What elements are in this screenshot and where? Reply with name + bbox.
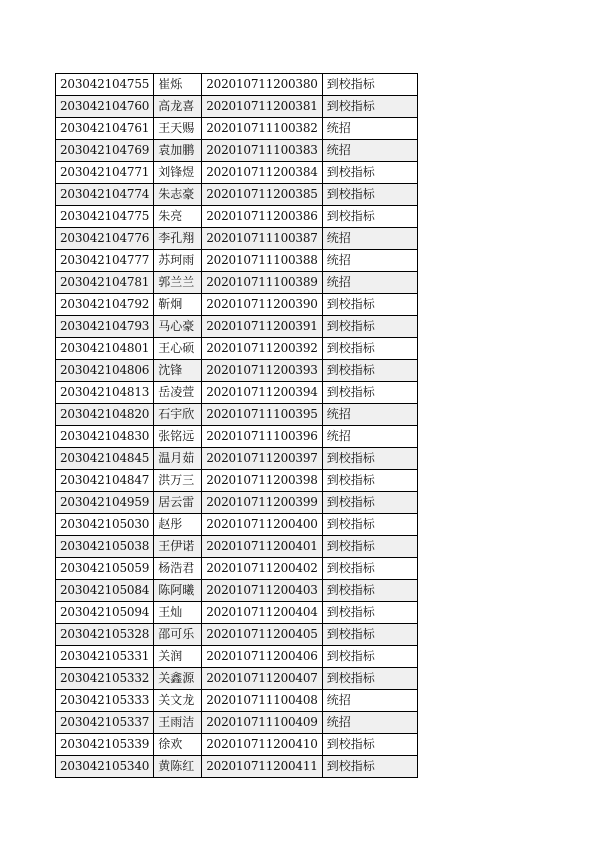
student-id-cell: 203042105340 [56,756,154,778]
table-row [56,514,418,536]
admission-no-cell: 202010711200393 [202,360,323,382]
table-row [56,118,418,140]
student-id-cell: 203042104806 [56,360,154,382]
table-row [56,228,418,250]
admission-type-cell: 到校指标 [322,624,417,646]
student-id-cell: 203042104801 [56,338,154,360]
table-row [56,404,418,426]
name-cell: 王雨洁 [154,712,202,734]
name-cell: 徐欢 [154,734,202,756]
student-id-cell: 203042104847 [56,470,154,492]
student-id-cell: 203042105084 [56,580,154,602]
admission-no-cell: 202010711200402 [202,558,323,580]
admission-type-cell: 到校指标 [322,558,417,580]
table-row [56,140,418,162]
admission-no-cell: 202010711200390 [202,294,323,316]
admission-type-cell: 到校指标 [322,470,417,492]
student-id-cell: 203042104820 [56,404,154,426]
admission-type-cell: 到校指标 [322,96,417,118]
table-row [56,184,418,206]
student-id-cell: 203042104769 [56,140,154,162]
student-id-cell: 203042104781 [56,272,154,294]
name-cell: 高龙喜 [154,96,202,118]
admission-no-cell: 202010711200386 [202,206,323,228]
admission-type-cell: 到校指标 [322,448,417,470]
student-id-cell: 203042105337 [56,712,154,734]
admission-type-cell: 到校指标 [322,668,417,690]
admission-no-cell: 202010711200410 [202,734,323,756]
student-id-cell: 203042105331 [56,646,154,668]
table-row [56,162,418,184]
student-id-cell: 203042104830 [56,426,154,448]
admission-type-cell: 到校指标 [322,74,417,96]
admission-no-cell: 202010711100388 [202,250,323,272]
name-cell: 马心豪 [154,316,202,338]
name-cell: 陈阿曦 [154,580,202,602]
name-cell: 石宇欣 [154,404,202,426]
table-row [56,338,418,360]
table-row [56,250,418,272]
admission-no-cell: 202010711100409 [202,712,323,734]
name-cell: 关鑫源 [154,668,202,690]
admission-type-cell: 到校指标 [322,360,417,382]
table-row [56,448,418,470]
student-id-cell: 203042104777 [56,250,154,272]
student-id-cell: 203042105059 [56,558,154,580]
student-id-cell: 203042104774 [56,184,154,206]
admission-no-cell: 202010711200403 [202,580,323,602]
student-id-cell: 203042104959 [56,492,154,514]
table-row [56,74,418,96]
admission-no-cell: 202010711100382 [202,118,323,140]
student-id-cell: 203042105339 [56,734,154,756]
admission-no-cell: 202010711200392 [202,338,323,360]
admission-no-cell: 202010711200399 [202,492,323,514]
admission-no-cell: 202010711200381 [202,96,323,118]
student-id-cell: 203042104845 [56,448,154,470]
admission-no-cell: 202010711100387 [202,228,323,250]
admission-type-cell: 到校指标 [322,536,417,558]
admission-no-cell: 202010711100408 [202,690,323,712]
name-cell: 岳凌萱 [154,382,202,404]
admission-type-cell: 到校指标 [322,206,417,228]
name-cell: 张铭远 [154,426,202,448]
table-row [56,602,418,624]
admission-no-cell: 202010711200404 [202,602,323,624]
admission-type-cell: 统招 [322,272,417,294]
admission-type-cell: 统招 [322,228,417,250]
student-id-cell: 203042104760 [56,96,154,118]
name-cell: 居云雷 [154,492,202,514]
admission-no-cell: 202010711100396 [202,426,323,448]
name-cell: 温月茹 [154,448,202,470]
student-id-cell: 203042104761 [56,118,154,140]
table-row [56,426,418,448]
table-row [56,558,418,580]
admission-type-cell: 到校指标 [322,734,417,756]
student-id-cell: 203042104776 [56,228,154,250]
table-body [56,74,418,778]
name-cell: 郭兰兰 [154,272,202,294]
name-cell: 王伊诺 [154,536,202,558]
name-cell: 朱志豪 [154,184,202,206]
table-row [56,492,418,514]
name-cell: 黄陈红 [154,756,202,778]
student-id-cell: 203042104792 [56,294,154,316]
admission-type-cell: 到校指标 [322,756,417,778]
name-cell: 崔烁 [154,74,202,96]
student-id-cell: 203042105030 [56,514,154,536]
admission-no-cell: 202010711200380 [202,74,323,96]
admission-type-cell: 到校指标 [322,294,417,316]
admission-no-cell: 202010711200400 [202,514,323,536]
admission-type-cell: 统招 [322,426,417,448]
name-cell: 王天赐 [154,118,202,140]
admission-type-cell: 统招 [322,690,417,712]
table-row [56,272,418,294]
admission-type-cell: 到校指标 [322,382,417,404]
student-id-cell: 203042104813 [56,382,154,404]
admission-table [55,73,418,778]
name-cell: 关文龙 [154,690,202,712]
student-id-cell: 203042105332 [56,668,154,690]
admission-type-cell: 到校指标 [322,514,417,536]
admission-no-cell: 202010711200384 [202,162,323,184]
admission-type-cell: 到校指标 [322,492,417,514]
name-cell: 赵彤 [154,514,202,536]
admission-type-cell: 到校指标 [322,646,417,668]
table-row [56,96,418,118]
table-row [56,712,418,734]
admission-type-cell: 到校指标 [322,162,417,184]
name-cell: 王心硕 [154,338,202,360]
admission-no-cell: 202010711200398 [202,470,323,492]
table-row [56,624,418,646]
name-cell: 苏珂雨 [154,250,202,272]
student-id-cell: 203042104793 [56,316,154,338]
student-id-cell: 203042105333 [56,690,154,712]
name-cell: 邵可乐 [154,624,202,646]
admission-no-cell: 202010711200405 [202,624,323,646]
name-cell: 刘锋煜 [154,162,202,184]
admission-no-cell: 202010711100389 [202,272,323,294]
student-id-cell: 203042105038 [56,536,154,558]
admission-type-cell: 到校指标 [322,184,417,206]
admission-no-cell: 202010711200407 [202,668,323,690]
table-row [56,470,418,492]
table-row [56,580,418,602]
admission-type-cell: 统招 [322,712,417,734]
admission-no-cell: 202010711200394 [202,382,323,404]
admission-no-cell: 202010711200385 [202,184,323,206]
admission-no-cell: 202010711200406 [202,646,323,668]
name-cell: 王灿 [154,602,202,624]
name-cell: 杨浩君 [154,558,202,580]
admission-type-cell: 到校指标 [322,602,417,624]
name-cell: 朱亮 [154,206,202,228]
name-cell: 李孔翔 [154,228,202,250]
admission-type-cell: 统招 [322,140,417,162]
admission-type-cell: 到校指标 [322,316,417,338]
student-id-cell: 203042104755 [56,74,154,96]
student-id-cell: 203042105328 [56,624,154,646]
table-row [56,756,418,778]
student-id-cell: 203042105094 [56,602,154,624]
student-id-cell: 203042104775 [56,206,154,228]
admission-type-cell: 到校指标 [322,338,417,360]
name-cell: 洪万三 [154,470,202,492]
table-row [56,382,418,404]
admission-type-cell: 统招 [322,404,417,426]
admission-type-cell: 统招 [322,118,417,140]
table-row [56,294,418,316]
admission-type-cell: 统招 [322,250,417,272]
admission-type-cell: 到校指标 [322,580,417,602]
admission-no-cell: 202010711200397 [202,448,323,470]
name-cell: 袁加鹏 [154,140,202,162]
table-row [56,646,418,668]
table-row [56,316,418,338]
name-cell: 靳炯 [154,294,202,316]
table-row [56,206,418,228]
admission-no-cell: 202010711200411 [202,756,323,778]
student-id-cell: 203042104771 [56,162,154,184]
table-row [56,734,418,756]
admission-no-cell: 202010711100383 [202,140,323,162]
name-cell: 沈锋 [154,360,202,382]
admission-no-cell: 202010711200401 [202,536,323,558]
table-row [56,668,418,690]
table-row [56,536,418,558]
admission-no-cell: 202010711200391 [202,316,323,338]
table-row [56,690,418,712]
table-row [56,360,418,382]
name-cell: 关润 [154,646,202,668]
admission-no-cell: 202010711100395 [202,404,323,426]
